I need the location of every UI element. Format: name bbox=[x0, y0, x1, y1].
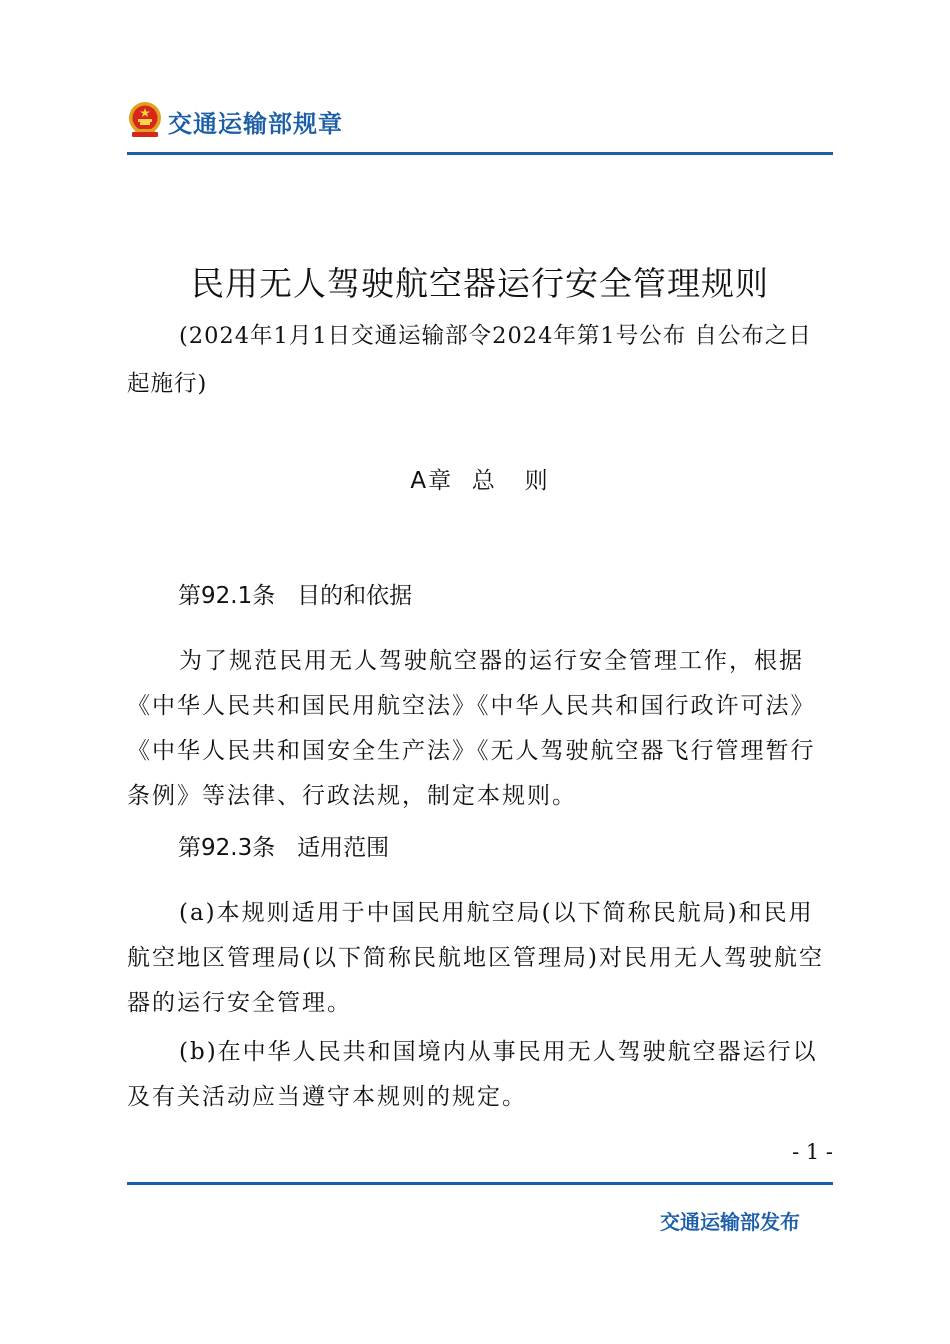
article-heading: 第92.3条 适用范围 bbox=[178, 835, 390, 861]
org-title: 交通运输部规章 bbox=[168, 110, 343, 138]
footer-divider bbox=[127, 1182, 833, 1185]
article-heading: 第92.1条 目的和依据 bbox=[178, 583, 413, 609]
chapter-heading: A章 总 则 bbox=[410, 468, 550, 494]
document-subtitle: (2024年1月1日交通运输部令2024年第1号公布 自公布之日起施行) bbox=[127, 323, 812, 397]
publisher-label: 交通运输部发布 bbox=[660, 1210, 800, 1234]
page-number: - 1 - bbox=[792, 1140, 833, 1164]
header-divider bbox=[127, 152, 833, 155]
national-emblem-icon bbox=[128, 101, 162, 139]
article-paragraph: 为了规范民用无人驾驶航空器的运行安全管理工作，根据《中华人民共和国民用航空法》《中华人民共和国行政许可法》《中华人民共和国安全生产法》《无人驾驶航空器飞行管理暂行条例》等法律、行政法规，制定本规则。 bbox=[127, 648, 816, 809]
article-paragraph: (b)在中华人民共和国境内从事民用无人驾驶航空器运行以及有关活动应当遵守本规则的规定。 bbox=[127, 1039, 818, 1110]
document-title: 民用无人驾驶航空器运行安全管理规则 bbox=[191, 264, 769, 303]
article-paragraph: (a)本规则适用于中国民用航空局(以下简称民航局)和民用航空地区管理局(以下简称民航地区管理局)对民用无人驾驶航空器的运行安全管理。 bbox=[127, 900, 824, 1016]
